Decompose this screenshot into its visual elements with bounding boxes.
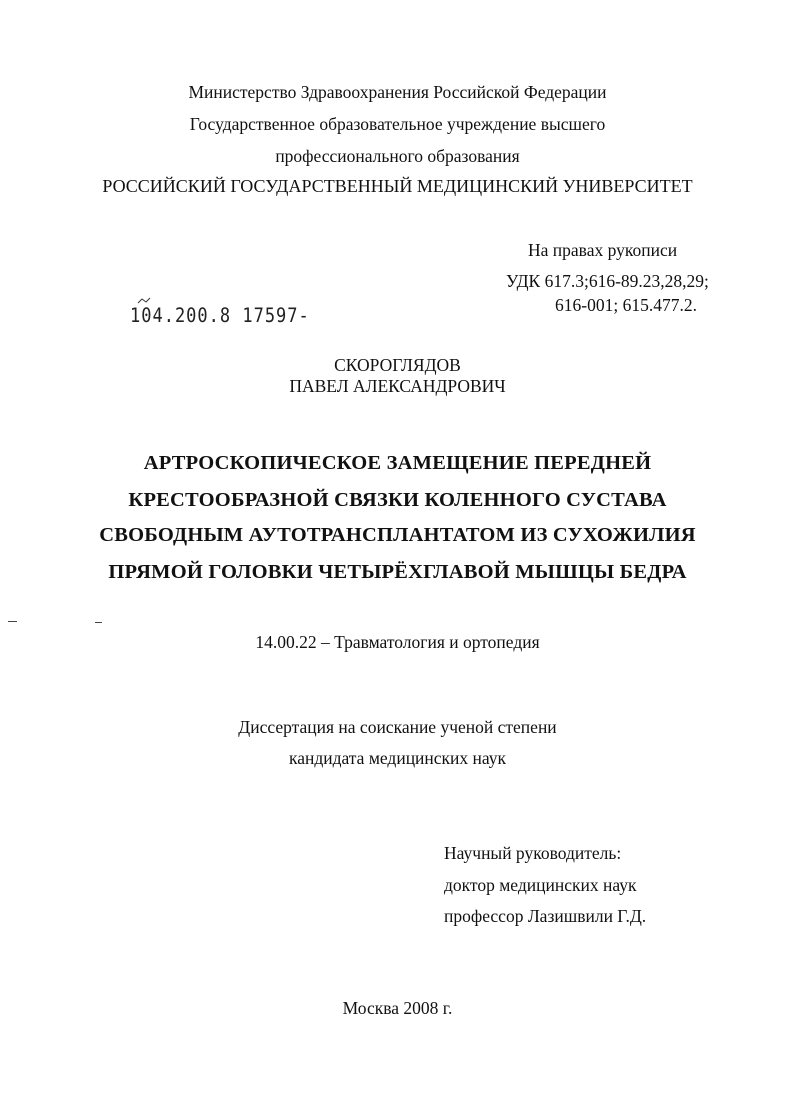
city-year: Москва 2008 г. [342, 998, 453, 1018]
specialty: 14.00.22 – Травматология и ортопедия [255, 632, 540, 652]
thesis-title-line-2: КРЕСТООБРАЗНОЙ СВЯЗКИ КОЛЕННОГО СУСТАВА [128, 489, 667, 511]
dissertation-line-1: Диссертация на соискание ученой степени [238, 717, 557, 737]
supervisor-label: Научный руководитель: [444, 843, 622, 863]
author-surname: СКОРОГЛЯДОВ [334, 355, 461, 375]
thesis-title-line-4: ПРЯМОЙ ГОЛОВКИ ЧЕТЫРЁХГЛАВОЙ МЫШЦЫ БЕДРА [108, 561, 687, 583]
manuscript-rights: На правах рукописи [528, 240, 678, 260]
scan-mark-left [8, 621, 17, 622]
registration-stamp: 104.200.8 17597- [130, 304, 310, 328]
udc-line-1: УДК 617.3;616-89.23,28,29; [506, 271, 709, 291]
thesis-title-line-1: АРТРОСКОПИЧЕСКОЕ ЗАМЕЩЕНИЕ ПЕРЕДНЕЙ [143, 452, 652, 474]
scan-mark-right [95, 622, 102, 623]
university-name: РОССИЙСКИЙ ГОСУДАРСТВЕННЫЙ МЕДИЦИНСКИЙ УНИВЕРСИТЕТ [102, 176, 693, 196]
dissertation-line-2: кандидата медицинских наук [288, 748, 507, 768]
supervisor-degree: доктор медицинских наук [444, 875, 637, 895]
udc-line-2: 616-001; 615.477.2. [555, 295, 697, 315]
supervisor-name: профессор Лазишвили Г.Д. [444, 906, 647, 926]
institution-line-2: профессионального образования [275, 146, 520, 166]
ministry-name: Министерство Здравоохранения Российской Федерации [188, 82, 607, 102]
institution-line-1: Государственное образовательное учреждение высшего [189, 114, 606, 134]
thesis-title-line-3: СВОБОДНЫМ АУТОТРАНСПЛАНТАТОМ ИЗ СУХОЖИЛИЯ [99, 524, 696, 546]
author-name: ПАВЕЛ АЛЕКСАНДРОВИЧ [289, 376, 506, 396]
